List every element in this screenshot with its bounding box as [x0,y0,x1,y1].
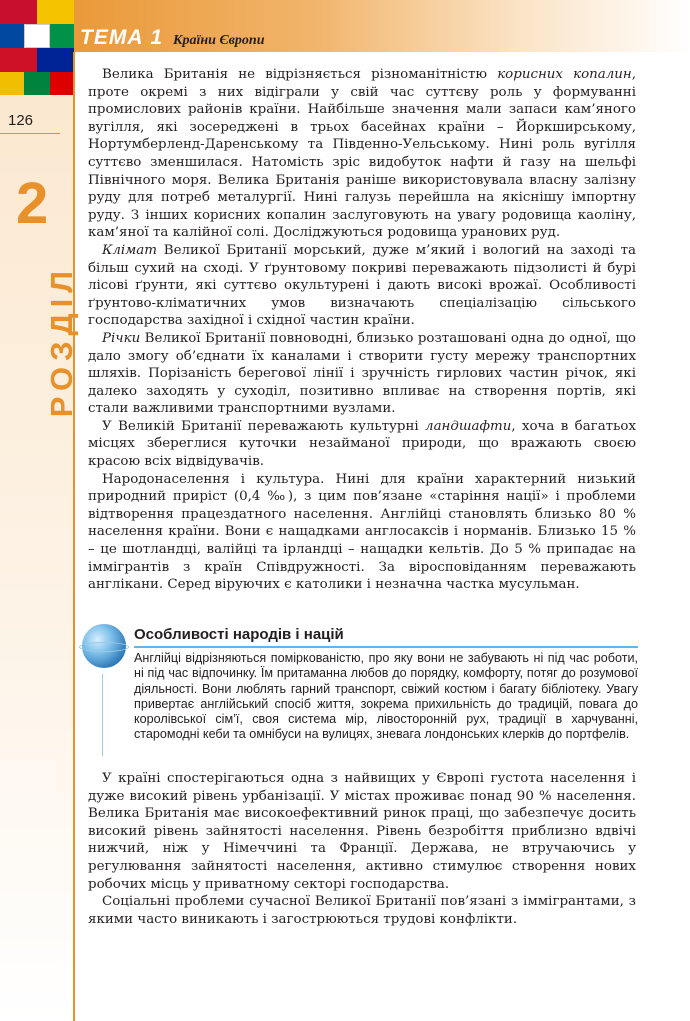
main-text [88,66,636,594]
paragraph-population: Народонаселення і культура. Нині для країни характерний низький природний приріст (0,4 ‰), з цим пов’язане «старіння нації» і проблеми відтворення працездатного населення. Англійці становлять близько 80 % населення країни. Вони є нащадками англосаксів і норманів. Близько 15 % – це шотландці, валійці та ірландці – нащадки кельтів. До 5 % припадає на іммігрантів з країн Співдружності. За віросповіданням переважають англікани. Серед віруючих є католики і незначна частка мусульман. [88,471,636,593]
info-box-text: Англійці відрізняються поміркованістю, про яку вони не забувають ні під час роботи, ні під час відпочинку. Їм притаманна любов до порядку, комфорту, потяг до розумової діяльності. Вони люблять гарний транспорт, свіжий костюм і багату бібліотеку. Увагу привертає англійський спосіб життя, зокрема прихильність до традицій, повага до королівської сім’ї, своя система мір, лівосторонній рух, традиції в харчуванні, старомодні кеби та омнібуси на вулицях, зневага лондонських клерків до портфелів. [134,651,638,742]
theme-title: Країни Європи [173,33,265,48]
info-box-side-rule [102,674,103,756]
paragraph-landscapes: У Великій Британії переважають культурні ландшафти, хоча в багатьох місцях збереглися куточки незайманої природи, що вражають своєю красою всіх відвідувачів. [88,418,636,470]
paragraph-social-problems: Соціальні проблеми сучасної Великої Британії пов’язані з іммігрантами, з якими часто виникають і загострюються трудові конфлікти. [88,894,636,927]
header [80,26,265,48]
section-label: РОЗДІЛ [44,265,79,418]
page-number: 126 [8,112,34,129]
paragraph-climate: Клімат Великої Британії морський, дуже м’який і вологий на заході та більш сухий на сході. У ґрунтовому покриві переважають підзолисті й бурі лісові ґрунти, які суттєво окультурені і дають високі врожаї. Особливості ґрунтово-кліматичних умов визначають спеціалізацію сільського господарства західної і східної частин країни. [88,242,636,329]
page-number-divider [0,133,60,134]
flags-collage-image [0,0,74,95]
info-box-title: Особливості народів і націй [134,626,344,643]
paragraph-rivers: Річки Великої Британії повноводні, близько розташовані одна до одної, що дало змогу об’єднати їх каналами і створити густу мережу транспортних шляхів. Порізаність берегової лінії і зручність гирлових частин річок, які далеко заходять у суходіл, позитивно впливає на створення портів, які стали важливими транспортними вузлами. [88,330,636,417]
info-box [82,622,638,760]
sidebar-divider [73,52,75,1021]
info-box-divider [134,646,638,648]
section-number: 2 [16,171,49,236]
main-text-bottom [88,770,636,928]
globe-ring-decoration [79,642,129,652]
paragraph-minerals: Велика Британія не відрізняється різноманітністю корисних копалин, проте окремі з них відіграли у свій час суттєву роль у формуванні промислових районів країни. Найбільше значення мали запаси кам’яного вугілля, які зосереджені в трьох басейнах країни – Йоркширському, Нортумберленд-Даренському та Південно-Уельському. Нині роль вугілля суттєво зменшилася. Натомість зріс видобуток нафти й газу на шельфі Північного моря. Велика Британія раніше використовувала власну залізну руду для потреб металургії. Нині галузь перейшла на якіснішу імпортну руду. З інших корисних копалин заслуговують на увагу родовища каоліну, кам’яної та калійної солі. Досліджуються родовища уранових руд. [88,67,636,241]
paragraph-urbanization: У країні спостерігаються одна з найвищих у Європі густота населення і дуже високий рівень урбанізації. У містах проживає понад 90 % населення. Велика Британія має високоефективний ринок праці, що забезпечує досить високий рівень зайнятості населення. Рівень безробіття приблизно вдвічі нижчий, ніж у Німеччині та Франції. Держава, не втручаючись у регулювання зайнятості населення, активно стимулює створення нових робочих місць у приватному секторі господарства. [88,771,636,892]
theme-label: ТЕМА 1 [80,26,164,49]
